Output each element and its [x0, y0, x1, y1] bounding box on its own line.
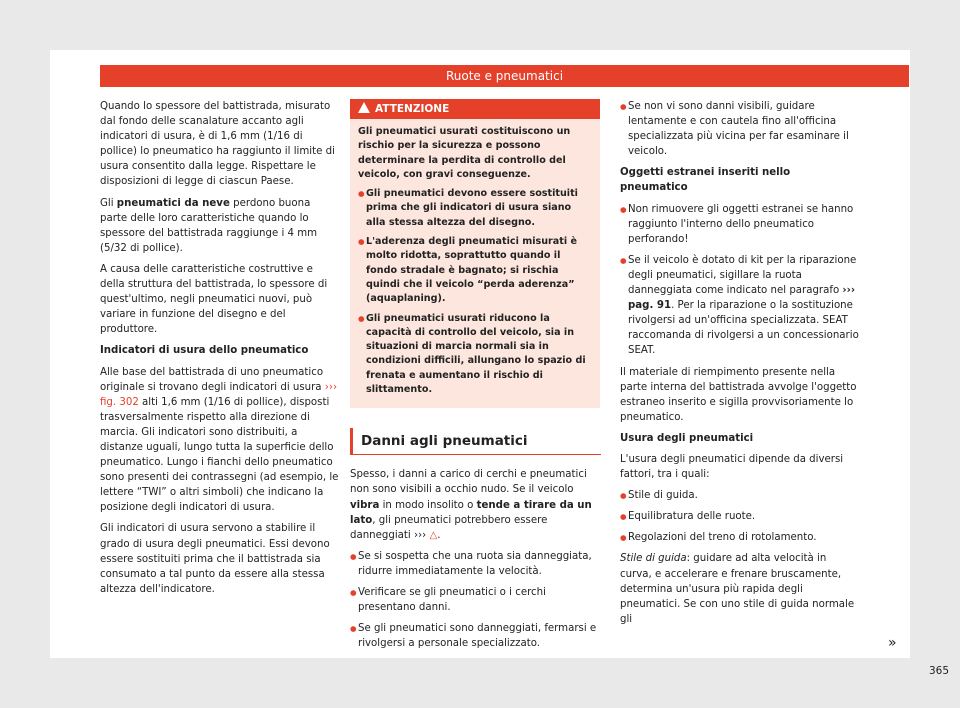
- column-middle: [350, 99, 600, 657]
- warning-body: [350, 119, 600, 397]
- list-item: ● Se non vi sono danni visibili, guidare lentamente e con cautela fino all'officina specializzata più vicina per far esaminare il veicolo.: [620, 99, 860, 159]
- continue-marker: »: [888, 635, 897, 651]
- column-left: [100, 99, 340, 603]
- subheading: Indicatori di usura dello pneumatico: [100, 345, 309, 357]
- list-item: ● Se si sospetta che una ruota sia danneggiata, ridurre immediatamente la velocità.: [350, 549, 600, 579]
- list-item: ● Equilibratura delle ruote.: [620, 509, 860, 524]
- paragraph: Gli pneumatici da neve perdono buona parte delle loro caratteristiche quando lo spessore del battistrada raggiunge i 4 mm (5/32 di pollice).: [100, 197, 318, 254]
- paragraph: Quando lo spessore del battistrada, misurato dal fondo delle scanalature accanto agli indicatori di usura, è di 1,6 mm (1/16 di pollice) lo pneumatico ha raggiunto il limite di usura consentito dalla legge. Rispettare le disposizioni di legge di ciascun Paese.: [100, 101, 335, 188]
- warning-header: ATTENZIONE: [350, 99, 600, 119]
- warning-intro: Gli pneumatici usurati costituiscono un rischio per la sicurezza e possono determinare la perdita di controllo del veicolo, con gravi conseguenze.: [358, 126, 571, 180]
- list-item: ● Se il veicolo è dotato di kit per la riparazione degli pneumatici, sigillare la ruota danneggiata come indicato nel paragrafo ››› pag. 91. Per la riparazione o la sostituzione rivolgersi ad un'officina specializzata. SEAT raccomanda di rivolgersi a un concessionario SEAT.: [620, 253, 860, 359]
- list-item: ● Se gli pneumatici sono danneggiati, fermarsi e rivolgersi a personale specializzato.: [350, 621, 600, 651]
- subheading: Oggetti estranei inseriti nello pneumatico: [620, 167, 791, 194]
- list-item: ● Stile di guida.: [620, 488, 860, 503]
- warning-bullet: ● Gli pneumatici devono essere sostituiti prima che gli indicatori di usura siano alla stessa altezza del disegno.: [358, 187, 592, 230]
- warning-bullet: ● L'aderenza degli pneumatici misurati è molto ridotta, soprattutto quando il fondo stradale è bagnato; si rischia quindi che il veicolo “perda aderenza” (aquaplaning).: [358, 235, 592, 306]
- paragraph: Gli indicatori di usura servono a stabilire il grado di usura degli pneumatici. Essi devono essere sostituiti prima che il battistrada sia consumato a tal punto da essere alla stessa altezza dell'indicatore.: [100, 523, 330, 595]
- list-item: ● Regolazioni del treno di rotolamento.: [620, 530, 860, 545]
- page-link[interactable]: ››› pag. 91: [628, 285, 856, 312]
- warning-box: [350, 99, 600, 408]
- column-right: [620, 99, 860, 633]
- paragraph: Il materiale di riempimento presente nella parte interna del battistrada avvolge l'oggetto estraneo inserito e sigilla provvisoriamente lo pneumatico.: [620, 366, 857, 423]
- chapter-header: Ruote e pneumatici: [100, 65, 909, 87]
- list-item: ● Verificare se gli pneumatici o i cerchi presentano danni.: [350, 585, 600, 615]
- warning-ref-icon[interactable]: △: [429, 529, 438, 541]
- warning-icon: [358, 102, 370, 113]
- section-title: Danni agli pneumatici: [350, 428, 601, 455]
- paragraph: A causa delle caratteristiche costruttive e della struttura del battistrada, lo spessore di quest'ultimo, negli pneumatici nuovi, può variare in funzione del disegno e del produttore.: [100, 263, 328, 336]
- page: [50, 50, 950, 677]
- list-item: ● Non rimuovere gli oggetti estranei se hanno raggiunto l'interno dello pneumatico perforando!: [620, 202, 860, 247]
- paragraph: Stile di guida: guidare ad alta velocità in curva, e accelerare e frenare bruscamente, determina un'usura più rapida degli pneumatici. Se con uno stile di guida normale gli: [620, 553, 855, 625]
- paragraph: Spesso, i danni a carico di cerchi e pneumatici non sono visibili a occhio nudo. Se il veicolo vibra in modo insolito o tende a tirare da un lato, gli pneumatici potrebbero essere danneggiati ››› △.: [350, 469, 592, 541]
- paragraph: Alle base del battistrada di uno pneumatico originale si trovano degli indicatori di usura ››› fig. 302 alti 1,6 mm (1/16 di pollice), disposti trasversalmente rispetto alla direzione di marcia. Gli indicatori sono distribuiti, a distanze uguali, lungo tutta la superficie dello pneumatico. Lungo i fianchi dello pneumatico sono presenti dei contrassegni (ad esempio, le lettere “TWI” o altri simboli) che indicano la posizione degli indicatori di usura.: [100, 366, 339, 514]
- page-number: 365: [929, 665, 950, 677]
- warning-bullet: ● Gli pneumatici usurati riducono la capacità di controllo del veicolo, sia in situazioni di marcia normali sia in condizioni difficili, allungano lo spazio di frenata e aumentano il rischio di slittamento.: [358, 312, 592, 398]
- paragraph: L'usura degli pneumatici dipende da diversi fattori, tra i quali:: [620, 453, 844, 481]
- subheading: Usura degli pneumatici: [620, 432, 754, 444]
- figure-link[interactable]: ››› fig. 302: [100, 381, 338, 408]
